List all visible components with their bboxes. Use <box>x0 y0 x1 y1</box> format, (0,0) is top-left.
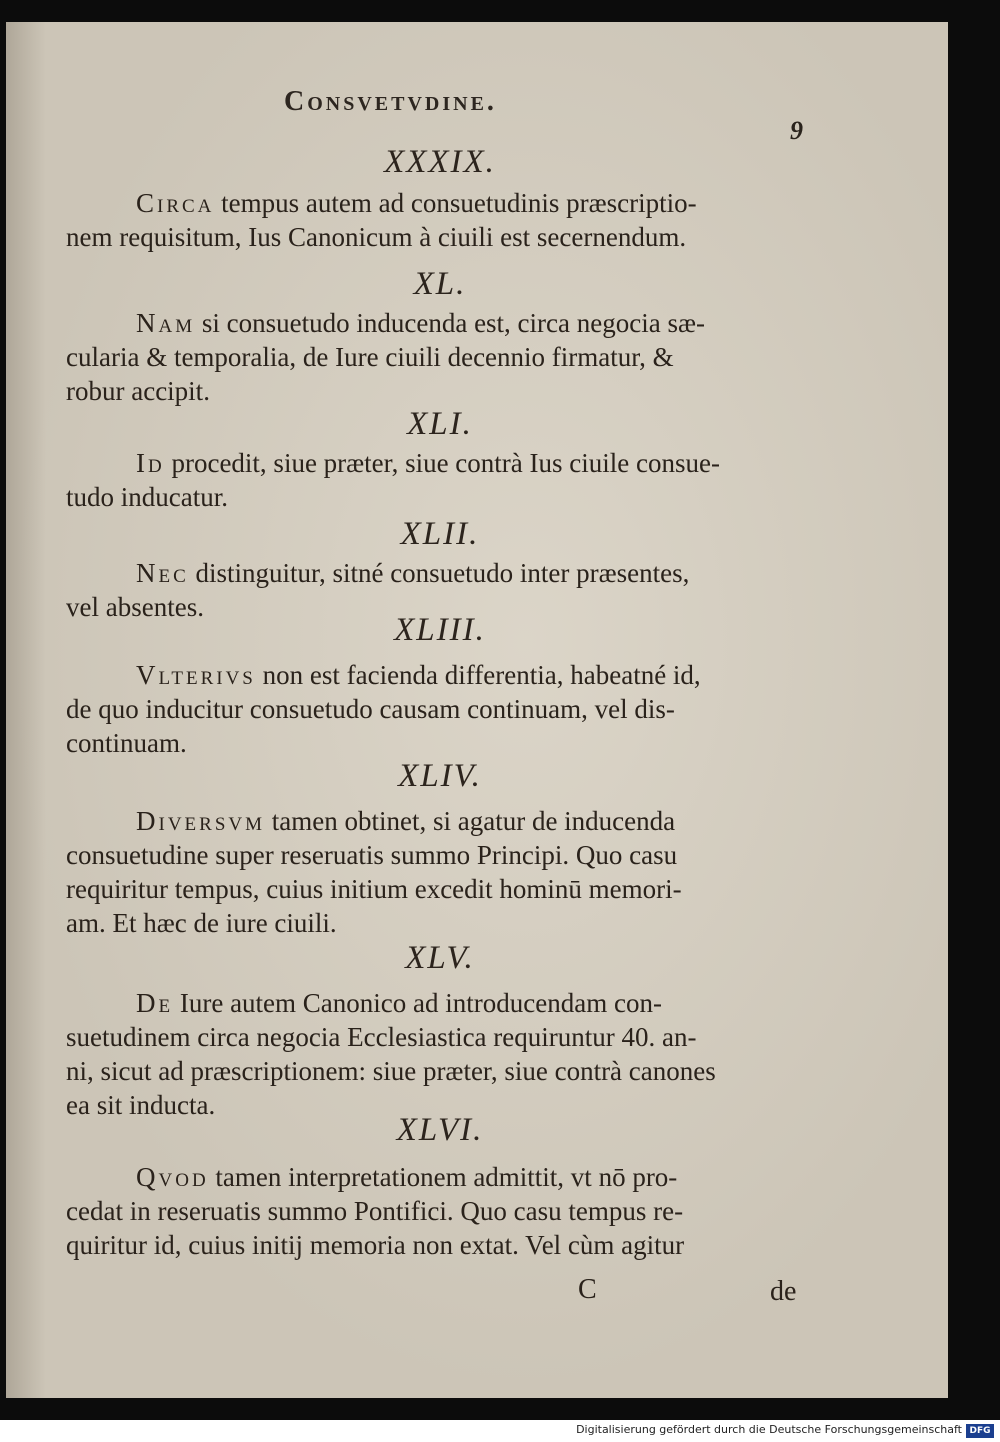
paragraph-lead-word: Nec <box>136 558 189 588</box>
paragraph-line: ni, sicut ad præscriptionem: siue præter, siue contrà canones <box>66 1056 716 1086</box>
running-head: Consvetvdine. <box>284 86 497 117</box>
paragraph-line: nem requisitum, Ius Canonicum à ciuili est secernendum. <box>66 222 687 252</box>
section-numeral: XLII. <box>400 516 480 552</box>
section-paragraph <box>66 446 814 514</box>
paragraph-line: vel absentes. <box>66 592 204 622</box>
paragraph-line: cularia & temporalia, de Iure ciuili decennio firmatur, & <box>66 342 674 372</box>
paragraph-lead-word: Nam <box>136 308 196 338</box>
section-paragraph <box>66 986 814 1122</box>
paragraph-line: suetudinem circa negocia Ecclesiastica requiruntur 40. an- <box>66 1022 697 1052</box>
section-paragraph <box>66 306 814 408</box>
line-text: non est facienda differentia, habeatné id, <box>262 660 701 690</box>
section-paragraph <box>66 186 814 254</box>
paragraph-lead-word: Vlterivs <box>136 660 256 690</box>
paragraph-line <box>66 986 814 1020</box>
section-paragraph <box>66 658 814 760</box>
line-text: tamen obtinet, si agatur de inducenda <box>271 806 676 836</box>
book-page <box>6 22 948 1398</box>
section-numeral: XL. <box>413 266 467 302</box>
paragraph-line: cedat in reseruatis summo Pontifici. Quo casu tempus re- <box>66 1196 684 1226</box>
paragraph-line <box>66 556 814 590</box>
paragraph-lead-word: Qvod <box>136 1162 209 1192</box>
paragraph-line <box>66 186 814 220</box>
funding-credit: Digitalisierung gefördert durch die Deutsche Forschungsgemeinschaft <box>576 1423 962 1436</box>
paragraph-line <box>66 306 814 340</box>
paragraph-line: quiritur id, cuius initij memoria non extat. Vel cùm agitur <box>66 1230 685 1260</box>
page-number: 9 <box>790 116 803 145</box>
line-text: procedit, siue præter, siue contrà Ius ciuile consue- <box>171 448 720 478</box>
paragraph-line: consuetudine super reseruatis summo Principi. Quo casu <box>66 840 678 870</box>
paragraph-line: de quo inducitur consuetudo causam continuam, vel dis- <box>66 694 675 724</box>
paragraph-line: continuam. <box>66 728 187 758</box>
paragraph-lead-word: Circa <box>136 188 215 218</box>
section-numeral: XLV. <box>405 940 475 976</box>
dfg-logo-icon: DFG <box>966 1424 994 1438</box>
section-paragraph <box>66 1160 814 1262</box>
paragraph-line <box>66 1160 814 1194</box>
catchword: de <box>770 1276 797 1307</box>
paragraph-lead-word: Diversvm <box>136 806 266 836</box>
paragraph-line <box>66 446 814 480</box>
paragraph-line: ea sit inducta. <box>66 1090 216 1120</box>
paragraph-line: am. Et hæc de iure ciuili. <box>66 908 337 938</box>
section-paragraph <box>66 804 814 940</box>
paragraph-line: tudo inducatur. <box>66 482 228 512</box>
line-text: si consuetudo inducenda est, circa negocia sæ- <box>201 308 705 338</box>
section-numeral: XLVI. <box>396 1112 484 1148</box>
line-text: Iure autem Canonico ad introducendam con- <box>179 988 662 1018</box>
line-text: tamen interpretationem admittit, vt nō pro- <box>215 1162 678 1192</box>
section-numeral: XLIV. <box>398 758 482 794</box>
line-text: distinguitur, sitné consuetudo inter præsentes, <box>195 558 690 588</box>
paragraph-line <box>66 658 814 692</box>
paragraph-lead-word: De <box>136 988 174 1018</box>
section-numeral: XLIII. <box>394 612 486 648</box>
paragraph-lead-word: Id <box>136 448 165 478</box>
paragraph-line: requiritur tempus, cuius initium excedit hominū memori- <box>66 874 682 904</box>
paragraph-line: robur accipit. <box>66 376 210 406</box>
section-numeral: XLI. <box>407 406 473 442</box>
section-numeral: XXXIX. <box>384 144 496 180</box>
line-text: tempus autem ad consuetudinis præscriptio- <box>221 188 697 218</box>
paragraph-line <box>66 804 814 838</box>
signature-mark: C <box>578 1274 597 1305</box>
